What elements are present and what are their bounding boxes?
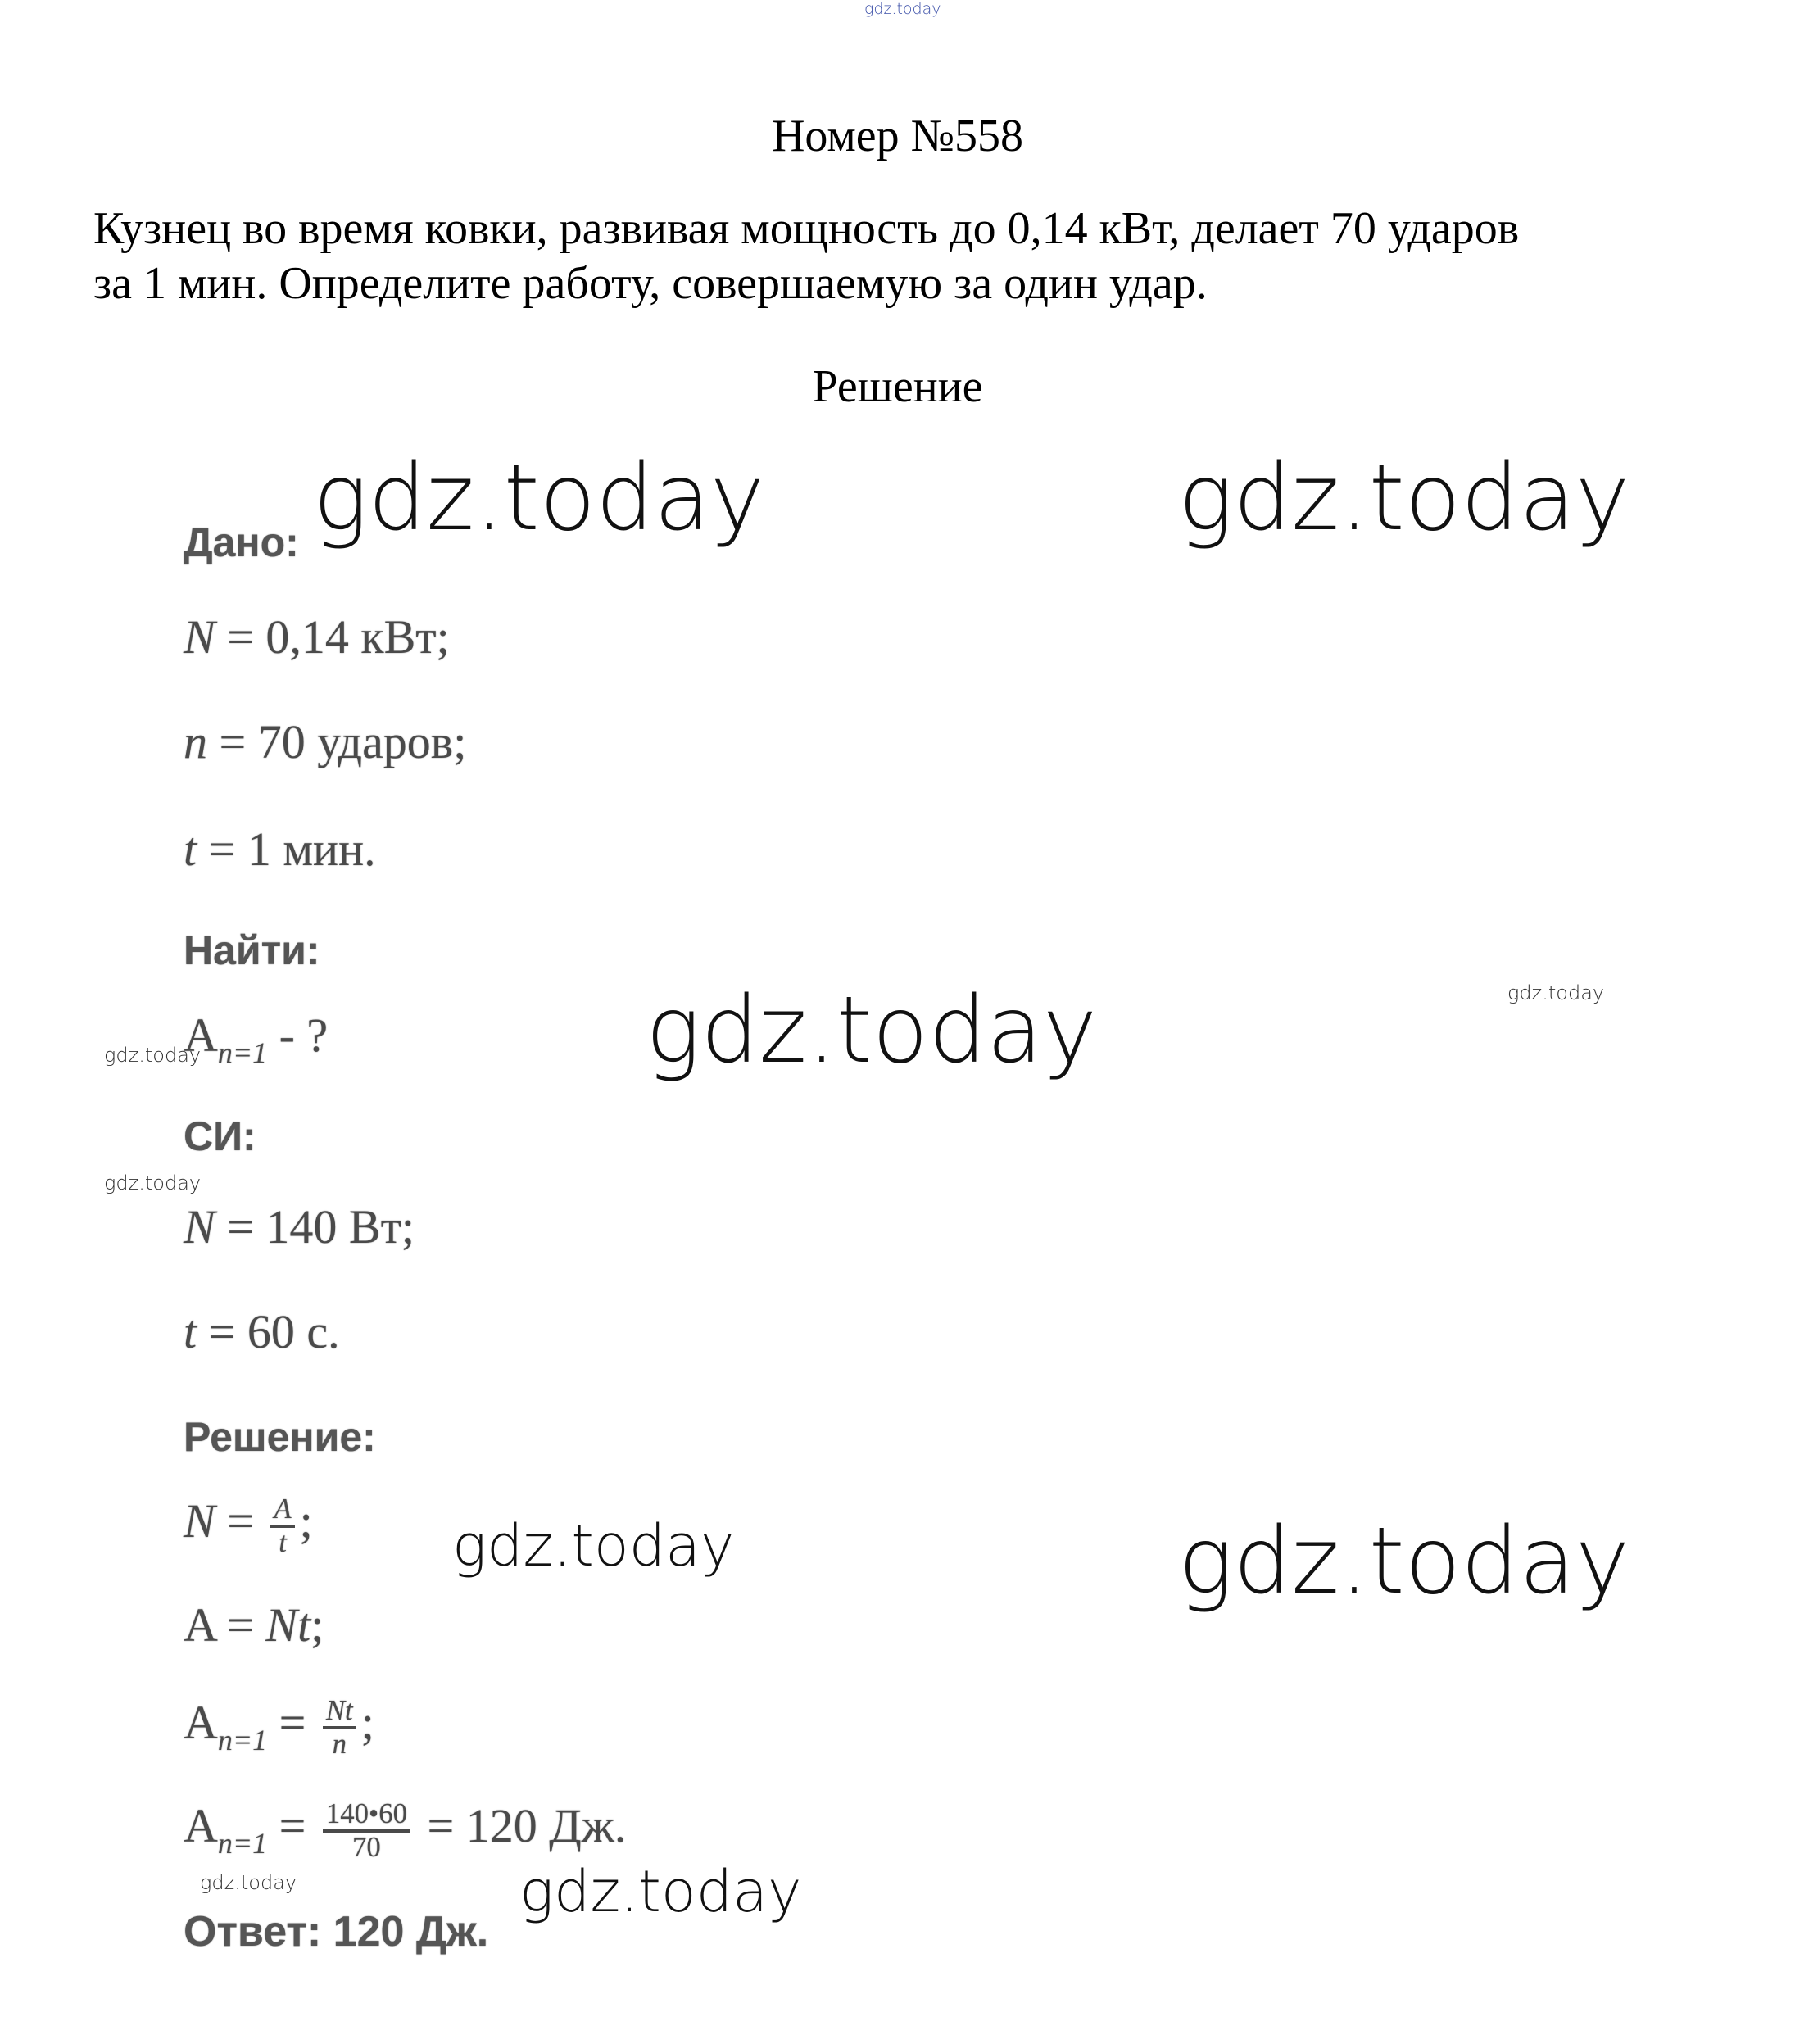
numerator: 140•60 [323, 1799, 410, 1833]
watermark: gdz.today [1178, 445, 1630, 551]
terminator: ; [310, 1598, 324, 1652]
fraction [270, 1494, 294, 1557]
formula-power [184, 1494, 313, 1557]
fraction [323, 1799, 410, 1862]
symbol: A [184, 1798, 218, 1852]
symbol: t [184, 1305, 197, 1358]
symbol: n [184, 715, 207, 768]
problem-line: Кузнец во время ковки, развивая мощность до 0,14 кВт, делает 70 ударов [93, 203, 1520, 254]
watermark: gdz.today [519, 1858, 802, 1925]
given-time [184, 823, 376, 876]
si-label: СИ: [184, 1113, 256, 1159]
given-count [184, 716, 466, 768]
formula-work [184, 1599, 324, 1652]
rhs: Nt [265, 1598, 311, 1652]
terminator: ; [299, 1493, 313, 1548]
watermark: gdz.today [104, 1044, 202, 1067]
subscript: n=1 [217, 1036, 268, 1069]
symbol: N [184, 1200, 215, 1253]
equals: = [267, 1798, 318, 1852]
value-text: = 140 Вт; [215, 1200, 415, 1253]
numerator: Nt [323, 1696, 356, 1729]
lhs: A = [184, 1598, 266, 1652]
numerator: A [270, 1494, 294, 1528]
symbol: A [184, 1008, 218, 1062]
symbol: A [184, 1695, 218, 1749]
value-text: = 0,14 кВт; [215, 610, 450, 664]
symbol: t [184, 823, 197, 876]
find-label: Найти: [184, 927, 320, 973]
solve-label: Решение: [184, 1414, 376, 1460]
given-label: Дано: [184, 519, 299, 565]
formula-result [184, 1799, 626, 1862]
fraction [323, 1696, 356, 1759]
value-text: = 70 ударов; [207, 715, 467, 768]
problem-text [93, 202, 1699, 311]
watermark: gdz.today [313, 445, 765, 551]
watermark: gdz.today [646, 977, 1098, 1084]
watermark-top: gdz.today [864, 0, 941, 18]
watermark: gdz.today [1178, 1508, 1630, 1615]
given-power [184, 611, 450, 664]
si-power [184, 1201, 415, 1253]
subscript: n=1 [217, 1723, 268, 1756]
denominator: n [332, 1727, 347, 1760]
equals: = [267, 1695, 318, 1749]
symbol: N [184, 1493, 215, 1548]
result: = 120 Дж. [415, 1798, 627, 1852]
terminator: ; [360, 1695, 374, 1749]
denominator: 70 [352, 1830, 381, 1863]
problem-line: за 1 мин. Определите работу, совершаемую за один удар. [93, 258, 1208, 309]
page-title: Номер №558 [771, 111, 1024, 161]
equals: = [215, 1493, 266, 1548]
formula-work-per-hit [184, 1696, 374, 1759]
find-value [184, 1009, 328, 1067]
subscript: n=1 [217, 1826, 268, 1860]
watermark: gdz.today [104, 1172, 202, 1194]
value-text: - ? [267, 1008, 329, 1062]
answer: Ответ: 120 Дж. [184, 1908, 489, 1956]
watermark: gdz.today [200, 1871, 297, 1894]
si-time [184, 1306, 340, 1358]
denominator: t [279, 1525, 287, 1558]
watermark: gdz.today [452, 1512, 735, 1579]
value-text: = 60 с. [197, 1305, 340, 1358]
watermark: gdz.today [1507, 981, 1605, 1004]
value-text: = 1 мин. [197, 823, 376, 876]
solution-heading: Решение [812, 361, 983, 412]
symbol: N [184, 610, 215, 664]
